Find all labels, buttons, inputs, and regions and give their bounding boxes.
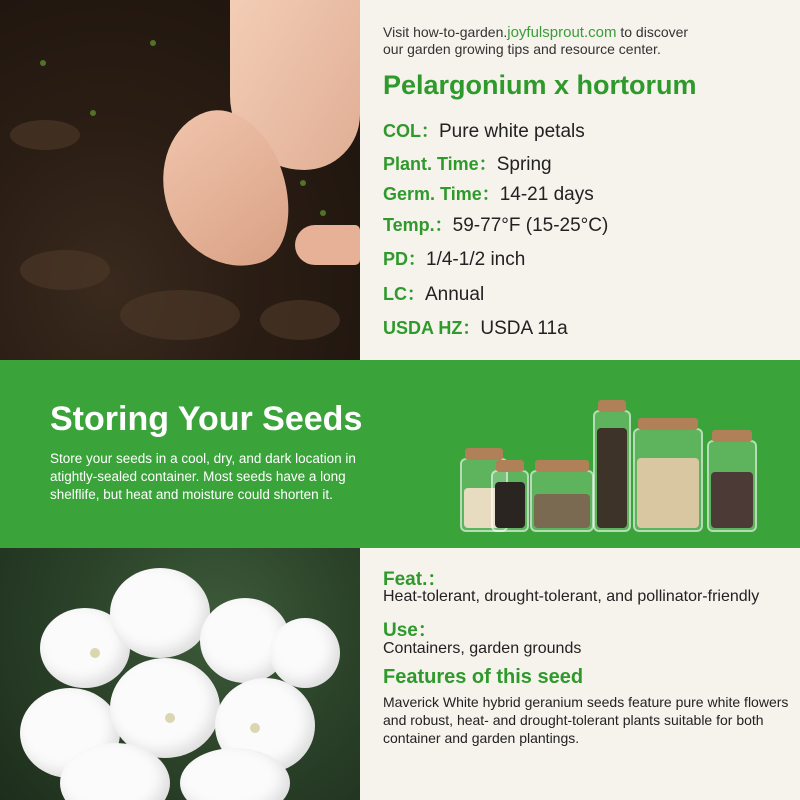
- jar: [707, 440, 757, 532]
- visit-suffix: to discover: [616, 24, 689, 40]
- spec-value: Pure white petals: [439, 121, 585, 142]
- visit-line2: our garden growing tips and resource center.: [383, 41, 661, 57]
- spec-lc: [383, 280, 484, 306]
- features-label: Features of this seed: [383, 666, 584, 688]
- visit-text: [383, 24, 688, 57]
- features-description: Maverick White hybrid geranium seeds feature pure white flowers and robust, heat- and drought-tolerant plants suitable for both container and garden plantings.: [383, 694, 789, 746]
- plant-title: Pelargonium x hortorum: [383, 70, 697, 100]
- spec-value: 1/4-1/2 inch: [426, 249, 526, 270]
- spec-germ-time: [383, 180, 594, 206]
- top-section: [0, 0, 800, 360]
- spec-key: PD：: [383, 249, 427, 269]
- feat-value: Heat-tolerant, drought-tolerant, and pollinator-friendly: [383, 588, 760, 605]
- spec-usda: [383, 314, 568, 340]
- visit-prefix: Visit how-to-garden.: [383, 24, 508, 40]
- spec-key: Germ. Time：: [383, 184, 500, 204]
- plant-info-panel: [360, 0, 800, 360]
- feat-label: Feat.：: [383, 569, 447, 590]
- jar: [530, 470, 594, 532]
- use-label: Use：: [383, 620, 437, 641]
- spec-value: 14-21 days: [499, 184, 594, 205]
- storing-body: Store your seeds in a cool, dry, and dark location in atightly-sealed container. Most seeds have a long shelflife, but heat and moisture could shorten it.: [50, 451, 356, 502]
- white-geranium-photo: [0, 548, 360, 800]
- site-link[interactable]: joyfulsprout.com: [507, 24, 617, 41]
- planting-seeds-photo: [0, 0, 360, 360]
- bottom-section: [0, 548, 800, 800]
- spec-key: USDA HZ：: [383, 318, 481, 338]
- jar: [491, 470, 529, 532]
- spec-value: 59-77°F (15-25°C): [452, 215, 609, 236]
- storing-title: Storing Your Seeds: [50, 400, 363, 438]
- fingers: [295, 225, 360, 265]
- storing-seeds-banner: [0, 360, 800, 548]
- spec-value: Spring: [496, 154, 552, 175]
- jar: [593, 410, 631, 532]
- spec-key: COL：: [383, 121, 439, 141]
- spec-value: Annual: [425, 284, 485, 305]
- jar: [633, 428, 703, 532]
- use-value: Containers, garden grounds: [383, 640, 582, 657]
- spec-key: Plant. Time：: [383, 154, 497, 174]
- spec-value: USDA 11a: [480, 318, 568, 339]
- spec-col: [383, 117, 585, 143]
- spec-temp: [383, 211, 608, 237]
- spec-pd: [383, 245, 525, 271]
- seed-jars-image: [455, 382, 760, 532]
- spec-plant-time: [383, 150, 552, 176]
- spec-key: LC：: [383, 284, 425, 304]
- spec-key: Temp.：: [383, 215, 453, 235]
